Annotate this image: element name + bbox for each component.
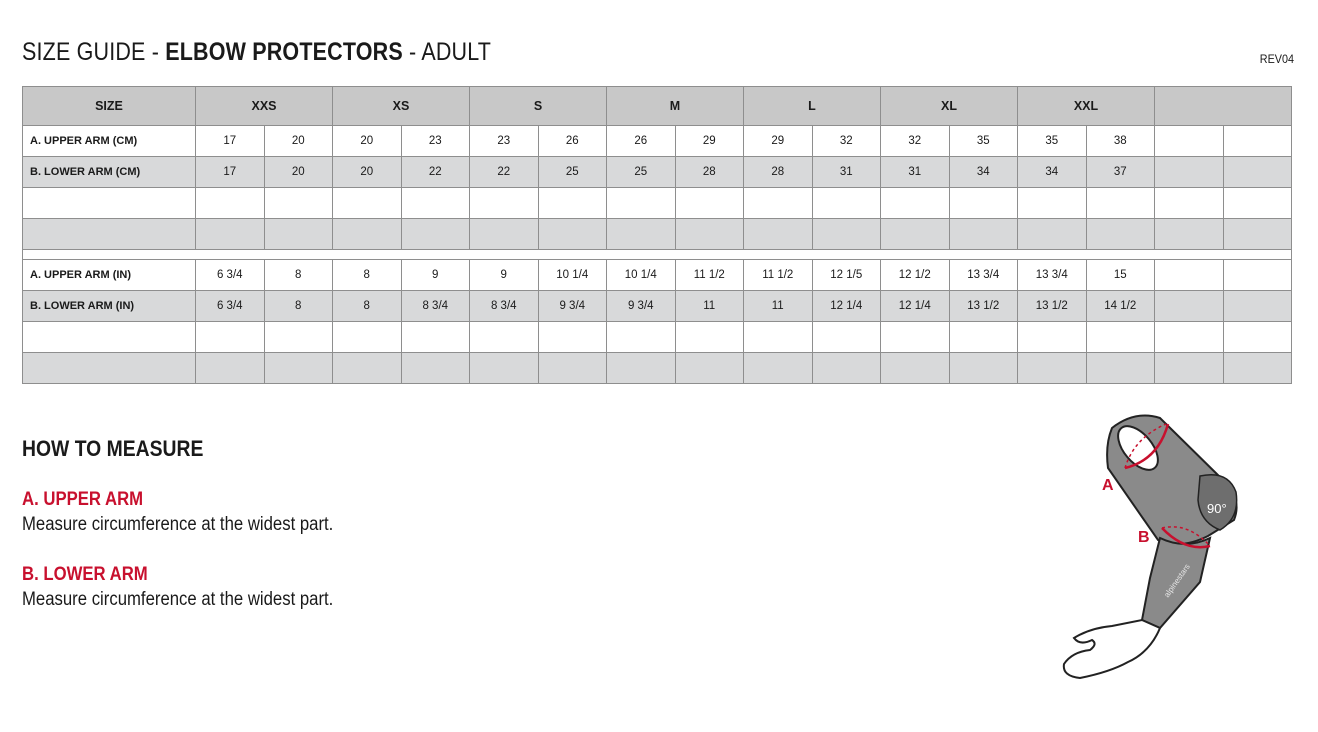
table-cell	[1155, 126, 1224, 157]
table-cell	[470, 188, 539, 219]
table-row	[23, 260, 1292, 291]
table-cell	[1223, 291, 1292, 322]
table-cell	[538, 353, 607, 384]
table-cell	[949, 188, 1018, 219]
size-header-row	[23, 87, 1292, 126]
size-header-cell: XS	[333, 87, 470, 126]
upper-arm-instruction: Measure circumference at the widest part.	[22, 514, 334, 535]
table-cell: 29	[675, 126, 744, 157]
table-cell: 26	[538, 126, 607, 157]
table-cell: 11 1/2	[744, 260, 813, 291]
table-cell	[264, 353, 333, 384]
table-cell: 25	[607, 157, 676, 188]
table-cell	[607, 219, 676, 250]
table-cell: 9 3/4	[538, 291, 607, 322]
table-cell: 11 1/2	[675, 260, 744, 291]
table-cell: 8	[264, 260, 333, 291]
upper-arm-title: A. UPPER ARM	[22, 489, 144, 510]
size-table	[22, 86, 1292, 384]
revision-label: REV04	[1259, 52, 1294, 66]
table-cell	[1223, 157, 1292, 188]
table-cell	[675, 322, 744, 353]
table-cell	[1018, 353, 1087, 384]
hand-outline	[1064, 620, 1160, 678]
table-cell	[812, 219, 881, 250]
page-title	[22, 38, 491, 67]
table-row	[23, 157, 1292, 188]
table-cell	[1155, 219, 1224, 250]
table-cell	[470, 219, 539, 250]
table-cell	[264, 219, 333, 250]
label-a: A	[1102, 477, 1114, 494]
size-header-cell: S	[470, 87, 607, 126]
angle-label: 90°	[1207, 501, 1227, 516]
table-cell: 9	[470, 260, 539, 291]
table-cell	[812, 188, 881, 219]
table-cell	[401, 188, 470, 219]
table-cell	[744, 188, 813, 219]
table-cell: 22	[401, 157, 470, 188]
table-cell	[607, 188, 676, 219]
table-cell	[1018, 322, 1087, 353]
table-cell	[1223, 188, 1292, 219]
table-cell	[881, 219, 950, 250]
table-cell: 34	[949, 157, 1018, 188]
table-cell: 25	[538, 157, 607, 188]
brand-mark: alpinestars	[1162, 562, 1192, 600]
table-cell: 20	[264, 126, 333, 157]
table-cell	[949, 322, 1018, 353]
table-row	[23, 219, 1292, 250]
table-cell	[812, 353, 881, 384]
row-label	[23, 322, 196, 353]
how-to-measure-heading: HOW TO MEASURE	[22, 436, 204, 461]
table-cell	[470, 322, 539, 353]
table-cell	[881, 188, 950, 219]
row-label: B. LOWER ARM (CM)	[23, 157, 196, 188]
size-header-cell: L	[744, 87, 881, 126]
table-cell	[1086, 219, 1155, 250]
table-cell	[538, 188, 607, 219]
row-label: A. UPPER ARM (CM)	[23, 126, 196, 157]
table-cell	[196, 353, 265, 384]
row-label	[23, 219, 196, 250]
table-cell	[538, 322, 607, 353]
title-prefix: SIZE GUIDE -	[22, 38, 160, 66]
table-cell: 6 3/4	[196, 291, 265, 322]
table-cell: 23	[470, 126, 539, 157]
table-cell: 8	[264, 291, 333, 322]
table-cell	[744, 353, 813, 384]
table-cell	[1155, 157, 1224, 188]
table-cell	[1223, 260, 1292, 291]
size-header-label: SIZE	[23, 87, 196, 126]
table-cell: 9	[401, 260, 470, 291]
table-cell	[812, 322, 881, 353]
table-cell: 20	[333, 157, 402, 188]
table-cell: 9 3/4	[607, 291, 676, 322]
elbow-protector-diagram-icon	[1050, 400, 1250, 690]
table-cell: 8 3/4	[470, 291, 539, 322]
table-row	[23, 291, 1292, 322]
table-row	[23, 322, 1292, 353]
table-cell	[1018, 219, 1087, 250]
table-cell: 17	[196, 157, 265, 188]
table-cell	[1086, 353, 1155, 384]
table-cell: 13 3/4	[949, 260, 1018, 291]
table-row	[23, 126, 1292, 157]
table-cell: 37	[1086, 157, 1155, 188]
row-label: A. UPPER ARM (IN)	[23, 260, 196, 291]
table-cell	[881, 353, 950, 384]
table-cell	[1086, 322, 1155, 353]
table-cell	[333, 322, 402, 353]
table-cell: 26	[607, 126, 676, 157]
table-cell: 17	[196, 126, 265, 157]
table-cell	[538, 219, 607, 250]
table-cell: 29	[744, 126, 813, 157]
table-cell	[744, 219, 813, 250]
table-cell: 12 1/4	[881, 291, 950, 322]
table-cell: 34	[1018, 157, 1087, 188]
table-cell	[401, 322, 470, 353]
table-cell: 11	[675, 291, 744, 322]
table-cell	[333, 219, 402, 250]
table-cell: 23	[401, 126, 470, 157]
table-row	[23, 188, 1292, 219]
size-header-cell	[1155, 87, 1292, 126]
table-cell: 28	[675, 157, 744, 188]
table-cell: 20	[264, 157, 333, 188]
lower-arm-title: B. LOWER ARM	[22, 564, 148, 585]
table-cell	[333, 353, 402, 384]
table-cell: 13 1/2	[1018, 291, 1087, 322]
table-cell: 15	[1086, 260, 1155, 291]
size-header-cell: XXS	[196, 87, 333, 126]
table-cell: 12 1/5	[812, 260, 881, 291]
lower-arm-instruction: Measure circumference at the widest part.	[22, 589, 334, 610]
table-cell	[675, 219, 744, 250]
table-cell	[264, 322, 333, 353]
table-cell	[675, 188, 744, 219]
table-cell	[1223, 353, 1292, 384]
table-cell: 10 1/4	[607, 260, 676, 291]
table-cell	[470, 353, 539, 384]
table-cell: 6 3/4	[196, 260, 265, 291]
table-cell	[264, 188, 333, 219]
table-spacer-row	[23, 250, 1292, 260]
table-cell	[881, 322, 950, 353]
size-header-cell: XXL	[1018, 87, 1155, 126]
table-cell: 32	[812, 126, 881, 157]
title-suffix: - ADULT	[409, 38, 492, 66]
table-cell	[333, 188, 402, 219]
table-cell: 14 1/2	[1086, 291, 1155, 322]
table-cell	[196, 188, 265, 219]
table-cell	[1155, 291, 1224, 322]
table-cell	[607, 322, 676, 353]
table-cell	[196, 219, 265, 250]
size-header-cell: M	[607, 87, 744, 126]
row-label: B. LOWER ARM (IN)	[23, 291, 196, 322]
table-cell: 13 1/2	[949, 291, 1018, 322]
table-cell	[1155, 353, 1224, 384]
spacer-cell	[23, 250, 1292, 260]
table-cell	[1155, 260, 1224, 291]
table-cell	[1155, 322, 1224, 353]
table-cell: 8 3/4	[401, 291, 470, 322]
table-row	[23, 353, 1292, 384]
table-cell: 31	[812, 157, 881, 188]
table-cell: 32	[881, 126, 950, 157]
row-label	[23, 188, 196, 219]
table-cell	[949, 219, 1018, 250]
table-cell	[1223, 219, 1292, 250]
title-product: ELBOW PROTECTORS	[165, 38, 403, 66]
label-b: B	[1138, 529, 1150, 546]
table-cell	[1223, 126, 1292, 157]
table-cell	[196, 322, 265, 353]
size-header-cell: XL	[881, 87, 1018, 126]
table-cell	[1018, 188, 1087, 219]
table-cell: 12 1/4	[812, 291, 881, 322]
table-cell: 35	[949, 126, 1018, 157]
table-cell	[401, 353, 470, 384]
table-cell: 12 1/2	[881, 260, 950, 291]
table-cell: 28	[744, 157, 813, 188]
table-cell: 31	[881, 157, 950, 188]
table-cell: 22	[470, 157, 539, 188]
table-cell	[1086, 188, 1155, 219]
row-label	[23, 353, 196, 384]
table-cell: 38	[1086, 126, 1155, 157]
table-cell: 13 3/4	[1018, 260, 1087, 291]
table-cell: 8	[333, 260, 402, 291]
table-cell	[607, 353, 676, 384]
table-cell: 8	[333, 291, 402, 322]
table-cell: 35	[1018, 126, 1087, 157]
table-cell	[1223, 322, 1292, 353]
table-cell	[744, 322, 813, 353]
table-cell: 20	[333, 126, 402, 157]
table-cell: 11	[744, 291, 813, 322]
table-cell	[401, 219, 470, 250]
table-cell	[1155, 188, 1224, 219]
table-cell	[675, 353, 744, 384]
table-cell	[949, 353, 1018, 384]
table-cell: 10 1/4	[538, 260, 607, 291]
